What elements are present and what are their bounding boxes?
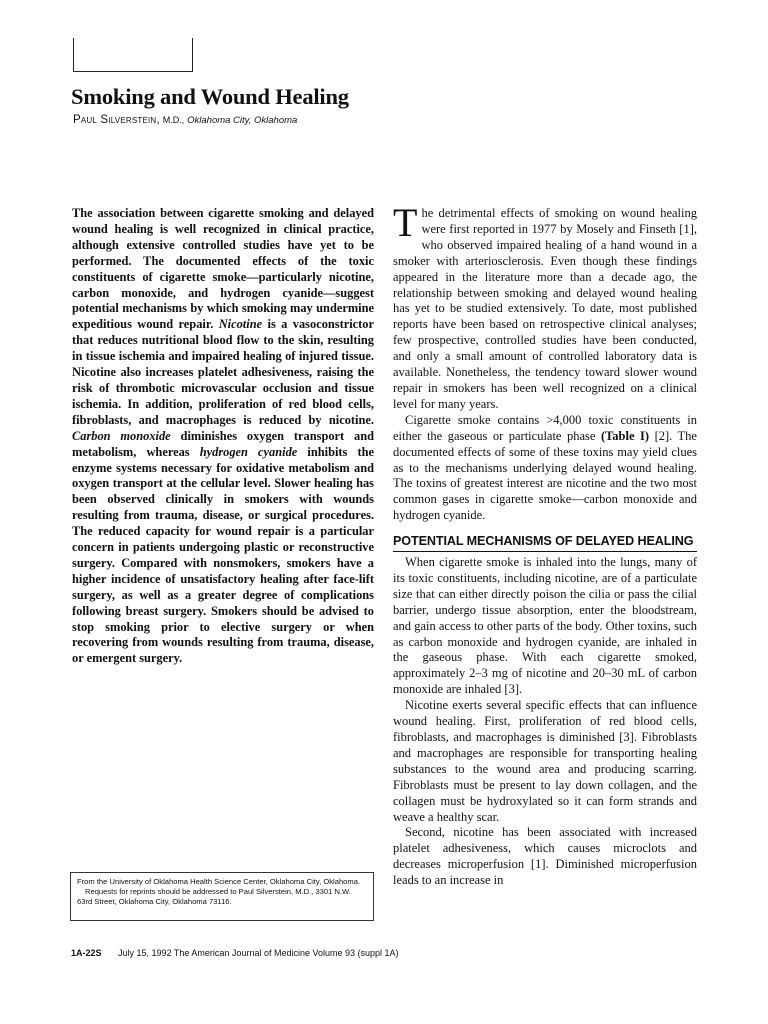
author-degree: M.D., [162, 115, 185, 125]
byline [73, 114, 297, 126]
abstract-term-nicotine: Nicotine [218, 317, 263, 332]
abstract-term-carbon-monoxide: Carbon monoxide [72, 428, 171, 443]
abstract [72, 206, 374, 667]
abstract-text-4: inhibits the enzyme systems necessary for oxidative metabolism and oxygen transport at the cellular level. Slower healing has been observed clinically in smokers with wounds resulting from trauma, disease, or surgical procedures. The reduced capacity for wound repair is a particular concern in patients undergoing plastic or reconstructive surgery. Compared with nonsmokers, smokers have a higher incidence of unsatisfactory healing after face-lift surgery, as well as a greater degree of complications following breast surgery. Smokers should be advised to stop smoking prior to elective surgery or when recovering from wounds resulting from trauma, disease, or emergent surgery. [72, 444, 374, 666]
page-footer [71, 948, 399, 958]
body-column [393, 200, 697, 889]
table-reference: (Table I) [600, 428, 650, 443]
author-affiliation: Oklahoma City, Oklahoma [187, 115, 298, 126]
body-paragraph-inhalation: When cigarette smoke is inhaled into the lungs, many of its toxic constituents, including nicotine, are of a particulate size that can either directly poison the cilia or pass the cilial barrier, undergo tissue absorption, enter the bloodstream, and gain access to other parts of the body. Other toxins, such as carbon monoxide and hydrogen cyanide, are inhaled in the gaseous phase. With each cigarette smoked, approximately 2–3 mg of nicotine and 20–30 mL of carbon monoxide are inhaled [3]. [393, 555, 697, 697]
body-text-smoke-a: Cigarette smoke contains >4,000 toxic constituents in either the gaseous or particulate phase [393, 412, 697, 443]
body-text-smoke-b: [2]. The documented effects of some of these toxins may yield clues as to the mechanisms underlying delayed wound healing. The toxins of greatest interest are nicotine and the two most common gases in cigarette smoke—carbon monoxide and hydrogen cyanide. [393, 428, 697, 523]
section-heading: POTENTIAL MECHANISMS OF DELAYED HEALING [393, 534, 697, 552]
article-title: Smoking and Wound Healing [71, 84, 349, 109]
journal-citation: July 15, 1992 The American Journal of Medicine Volume 93 (suppl 1A) [118, 948, 399, 958]
footnote-box [70, 872, 374, 921]
body-paragraph-nicotine: Nicotine exerts several specific effects that can influence wound healing. First, proliferation of red blood cells, fibroblasts, and macrophages is diminished [3]. Fibroblasts and macrophages are responsible for transporting healing substances to the wound area and producing scarring. Fibroblasts must be present to lay down collagen, and the collagen must be hydroxylated so it can form strands and weave a healthy scar. [393, 698, 697, 824]
abstract-term-hydrogen-cyanide: hydrogen cyanide [199, 444, 298, 459]
abstract-text-1: The association between cigarette smoking and delayed wound healing is well recognized in clinical practice, although extensive controlled studies have yet to be performed. The documented effects of the toxic constituents of cigarette smoke—particularly nicotine, carbon monoxide, and hydrogen cyanide—suggest potential mechanisms by which smoking may undermine expeditious wound repair. [72, 206, 374, 332]
body-text-intro: he detrimental effects of smoking on wound healing were first reported in 1977 by Mosely and Finseth [1], who observed impaired healing of a hand wound in a smoker with arteriosclerosis. Even though these findings appeared in the literature more than a decade ago, the relationship between smoking and delayed wound healing has yet to be studied extensively. To date, most published reports have been based on retrospective clinical analyses; few prospective, controlled studies have been conducted, and only a small amount of controlled laboratory data is available. Nonetheless, the tendency toward slower wound repair in smokers has been well recognized on a clinical level for many years. [393, 206, 697, 411]
abstract-text-3: diminishes oxygen transport and metabolism, whereas [72, 428, 374, 459]
abstract-paragraph [72, 206, 374, 667]
drop-cap: T [393, 200, 418, 245]
author-name: Paul Silverstein, [73, 114, 160, 126]
footnote-reprints: Requests for reprints should be addressed to Paul Silverstein, M.D., 3301 N.W. 63rd Street, Oklahoma City, Oklahoma 73116. [77, 887, 351, 907]
body-paragraph-platelet: Second, nicotine has been associated with increased platelet adhesiveness, which causes microclots and decreases microperfusion [1]. Diminished microperfusion leads to an increase in [393, 825, 697, 888]
corner-bracket-mark [73, 38, 193, 72]
page-number: 1A-22S [71, 948, 102, 958]
body-paragraph-intro [393, 200, 697, 413]
abstract-text-2: is a vasoconstrictor that reduces nutritional blood flow to the skin, resulting in tissue ischemia and impaired healing of injured tissue. Nicotine also increases platelet adhesiveness, raising the risk of thrombotic microvascular occlusion and tissue ischemia. In addition, proliferation of red blood cells, fibroblasts, and macrophages is reduced by nicotine. [72, 317, 374, 427]
footnote-affiliation: From the University of Oklahoma Health Science Center, Oklahoma City, Oklahoma. [77, 877, 361, 886]
body-paragraph-smoke [393, 413, 697, 524]
